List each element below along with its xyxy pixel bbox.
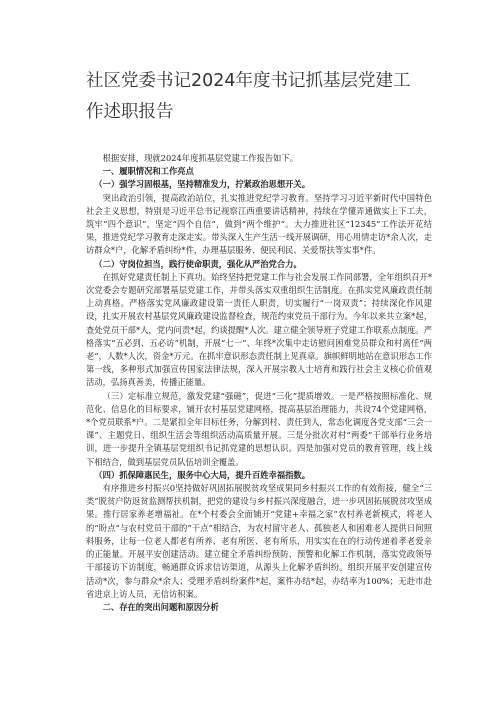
body-paragraph: 根据安排，现就2024年度抓基层党建工作报告如下。 — [102, 153, 298, 163]
subsection-heading: （四）抓保障惠民生，服务中心大局，提升百姓幸福指数。 — [94, 469, 311, 480]
section-heading: 二、存在的突出问题和原因分析 — [102, 601, 219, 612]
subsection-heading: （二）守岗位担当，践行使命职责，强化从严治党合力。 — [94, 258, 302, 269]
document-body — [86, 152, 432, 614]
body-paragraph: 有序推进乡村振兴0坚持做好巩固拓展脱贫攻坚成果同乡村振兴工作的有效衔接，健全“三类”脱贫户防返贫监测帮扶机制，把党的建设与乡村振兴深度融合，进一步巩固拓展脱贫攻坚成果。推行居家养老增福祉。在*个村委会全面铺开“党建+幸福之家”农村养老新模式，将老人的“盼点”与农村党员干部的“干点”相结合，为农村留守老人、孤独老人和困难老人提供日间照料服务，让每一位老人都老有所养、老有所医、老有所乐，用实实在在的行动传递着孝老爱亲的正能量。开展平安创建活动。建立健全矛盾纠纷预防、预警和化解工作机制，落实党政领导干部接访下访制度，畅通群众诉求信访渠道，从源头上化解矛盾纠纷。组织开展平安创建宣传活动*次，参与群众*余人；受理矛盾纠纷案件*起，案件办结*起，办结率为100%；无赴市赴省进京上访人员，无信访积案。 — [86, 483, 432, 599]
document-title: 社区党委书记2024年度书记抓基层党建工作述职报告 — [86, 71, 411, 122]
section-heading: 一、履职情况和工作亮点 — [102, 166, 194, 177]
body-paragraph: 突出政治引领，提高政治站位，扎实推进党纪学习教育。坚持学习习近平新时代中国特色社会主义思想，特别是习近平总书记视察江西重要讲话精神，持续在学懂弄通做实上下工夫，筑牢“四个意识”，坚定“四个自信”，做到“两个维护”。大力推进社区“12345”工作法开花结果，推进党纪学习教育走深走实。带头深入生产生活一线开展调研，用心用情走访*余人次，走访群众*户，化解矛盾纠纷*件，办理基层服务、便民利民、关爱帮扶等实事*件。 — [86, 192, 432, 256]
subsection-heading: （一）强学习固根基，坚持精准发力，拧紧政治思想开关。 — [94, 179, 311, 190]
body-paragraph: 在抓好党建责任制上下真功。始终坚持把党建工作与社会发展工作同部署，全年组织召开*次党委会专题研究部署基层党建工作，并带头落实双重组织生活制度。在抓实党风廉政责任制上动真格。严格落实党风廉政建设第一责任人职责，切实履行“一岗双责”；持续深化作风建设，扎实开展农村基层党风廉政建设监督检查，规范约束党员干部行为。今年以来共立案*起，查处党员干部*人，党内问责*起，约谈提醒*人次。建立健全领导班子党建工作联系点制度。严格落实“五必到、五必访”机制，开展“七一”、年终*次集中走访慰问困难党员群众和村离任“两老”，人数*人次，资金*万元。在抓牢意识形态责任制上见真章。旗帜鲜明地站在意识形态工作第一线，多种形式加强宣传国家法律法规，深入开展宗教人士培育和践行社会主义核心价值观活动，弘扬真善美，传播正能量。 — [86, 271, 432, 388]
body-paragraph: （三）定标准立规范，激发党建“强磁”，促进“三化”提质增效。一是严格按照标准化、规范化、信息化的目标要求，铺开农村基层党建网格，提高基层治理能力，共设74个党建网格，*个党员联系*户。二是紧扣全年目标任务，分解到村、责任到人，常态化调度各党支部“三会一课”、主题党日、组织生活会等组织活动高质量开展。三是分批次对村“两委”干部举行业务培训，进一步提升全镇基层党组织书记抓党建的思想认识。四是加强对党员的教育管理，线上线下相结合，做到基层党员队伍培训全覆盖。 — [86, 390, 432, 467]
